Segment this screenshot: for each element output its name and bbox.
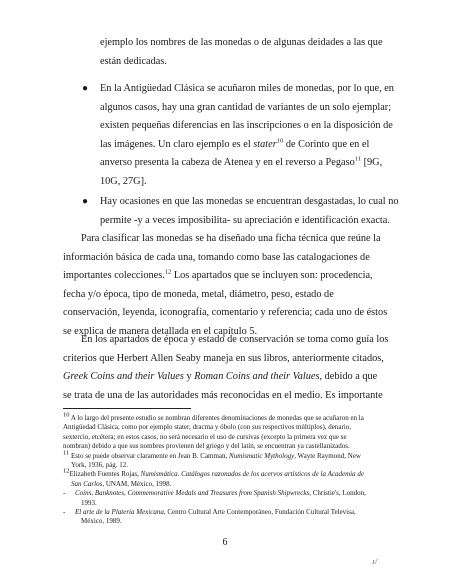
text-line: Para clasificar las monedas se ha diseñado una ficha técnica que reúne la — [81, 233, 381, 244]
text-line: existen pequeñas diferencias en las inscripciones o en la disposición de — [100, 120, 393, 132]
footnote-ref: 12 — [164, 268, 172, 276]
text-line: las imágenes. Un claro ejemplo es el stater$^{10}$ de Corinto que en el — [100, 137, 370, 150]
text-line: En los apartados de época y estado de conservación se toma como guía los — [81, 334, 389, 345]
text-line: ejemplo los nombres de las monedas o de algunas deidades a las que — [100, 37, 383, 48]
footnote-12: $^{12}$Elizabeth Fuentes Rojas, Numismática. Catálogos razonados de los acervos artísticos de la Academia de — [63, 468, 364, 479]
text-line: 10G, 27G]. — [100, 175, 147, 187]
text-line: se trata de una de las autoridades más reconocidas en el medio. Es importante — [63, 389, 383, 401]
text-line: Hay ocasiones en que las monedas se encuentran desgastadas, lo cual no — [100, 196, 399, 207]
stater-term: stater — [253, 138, 277, 150]
dash-icon: - — [63, 508, 66, 517]
text-line: se explica de manera detallada en el capítulo 5. — [63, 325, 258, 337]
dash-icon: - — [63, 489, 66, 498]
text-line: Greek Coins and their Values y Roman Coins and their Values, debido a que — [63, 371, 378, 383]
page-number: 6 — [222, 537, 228, 548]
footnote-text: Antigüedad Clásica, como por ejemplo stater, dracma y óbolo (con sus respectivos múltiplos), denario, — [63, 423, 352, 432]
text-line: En la Antigüedad Clásica se acuñaron miles de monedas, por lo que, en — [100, 83, 394, 94]
text-line: importantes colecciones.$^{12}$ Los apartados que se incluyen son: procedencia, — [63, 268, 373, 282]
book-title: Greek Coins and their Values — [63, 371, 184, 383]
footnote-text: sextercio, etcétera; en estos casos, no será necesario el uso de cursivas (excepto la primera vez que se — [63, 432, 347, 441]
book-title: Roman Coins and their Values — [194, 371, 320, 383]
bullet-icon: ● — [82, 83, 89, 94]
text-line: anverso presenta la cabeza de Atenea y en el reverso a Pegaso$^{11}$ [9G, — [100, 155, 383, 169]
footnote-separator — [63, 408, 191, 409]
footnote-10: $^{10}$ A lo largo del presente estudio se nombran diferentes denominaciones de monedas que se acuñaron en la — [63, 411, 364, 422]
intro-paragraph — [63, 34, 411, 71]
paragraph-classification — [63, 230, 411, 342]
text-line: permite -y a veces imposibilita- su apreciación e identificación exacta. — [100, 214, 390, 226]
bullet-icon: ● — [82, 196, 89, 207]
text-line: conservación, leyenda, iconografía, comentario y referencia; cada uno de éstos — [63, 307, 388, 319]
footnote-ref: 10 — [276, 137, 284, 145]
footnote-11: $^{11}$ Esto se puede observar claramente en Jean B. Camman, Numismatic Mythology, Wayte Raymond, New — [63, 449, 361, 460]
footnote-text: York, 1936, pág. 12. — [71, 461, 129, 470]
footnotes — [63, 411, 411, 527]
handwritten-mark: ᴊ/ — [372, 557, 378, 566]
footnote-text: San Carlos, UNAM, México, 1998. — [71, 479, 172, 488]
text-line: algunos casos, hay una gran cantidad de variantes de un solo ejemplar; — [100, 101, 392, 113]
text-line: están dedicadas. — [100, 55, 167, 67]
footnote-dash-item: - El arte de la Platería Mexicana, Centro Cultural Arte Contemporáneo, Fundación Cultural Televisa, México, 1989. — [63, 508, 356, 526]
text-line: información básica de cada una, tomando como base las catalogaciones de — [63, 251, 370, 263]
footnote-ref: 11 — [354, 155, 361, 163]
footnote-dash-item: - Coins, Banknotes, Commemorative Medals and Treasures from Spanish Shipwrecks, Christie's, London, 1993. — [63, 489, 366, 507]
text-line: fecha y/o época, tipo de moneda, metal, diámetro, peso, estado de — [63, 288, 334, 300]
paragraph-criteria — [63, 331, 411, 405]
text-line: criterios que Herbert Allen Seaby maneja en sus libros, anteriormente citados, — [63, 352, 384, 364]
footnote-text: nombran) debido a que sus nombres provienen del griego y del latín, se encuentran ya castellanizados. — [63, 442, 350, 451]
